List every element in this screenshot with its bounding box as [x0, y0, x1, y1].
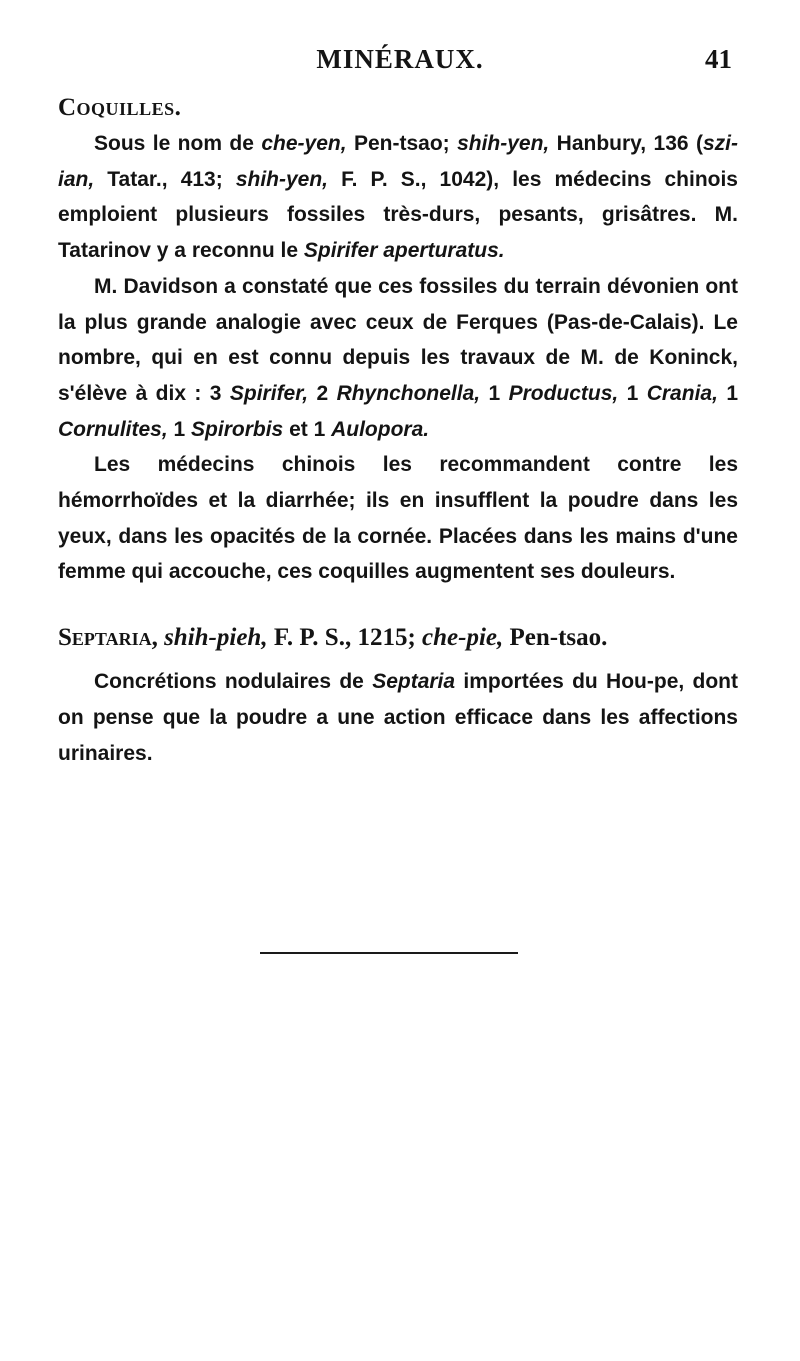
italic-term: Septaria: [372, 670, 456, 694]
italic-term: shih-pieh,: [164, 624, 268, 652]
paragraph-septaria-1: [58, 664, 738, 771]
italic-term: szi-ian,: [58, 132, 738, 191]
text-run: Tatar., 413;: [94, 167, 236, 191]
text-run: 1: [480, 381, 509, 405]
text-run: 2: [308, 381, 337, 405]
italic-term: Productus,: [508, 381, 619, 405]
text-run: et 1: [283, 417, 332, 441]
text-run: importées du Hou-pe, dont on pense que la poudre a une action efficace dans les affections urinaires.: [58, 670, 738, 765]
running-head: MINÉRAUX.: [316, 44, 484, 74]
italic-term: Spirorbis: [191, 417, 284, 441]
paragraph-coquilles-1: [58, 126, 738, 269]
italic-term: Crania,: [646, 381, 718, 405]
italic-term: Aulopora.: [331, 417, 430, 441]
text-run: 1: [717, 381, 738, 405]
italic-term: che-yen,: [261, 132, 347, 155]
text-run: M. Davidson a constaté que ces fossiles du terrain dévonien ont la plus grande analogie avec ceux de Ferques (Pas-de-Calais). Le nombre, qui en est connu depuis les travaux de M. de Koninck, s'élève à dix : 3: [58, 274, 738, 405]
page-header: [60, 44, 740, 84]
text-run: 1: [618, 381, 647, 405]
italic-term: Spirifer,: [229, 381, 309, 405]
text-run: Sous le nom de: [94, 132, 262, 155]
paragraph-coquilles-3: Les médecins chinois les recommandent contre les hémorrhoïdes et la diarrhée; ils en insufflent la poudre dans les yeux, dans les opacités de la cornée. Placées dans les mains d'une femme qui accouche, ces coquilles augmentent ses douleurs.: [58, 453, 738, 584]
text-run: Pen-tsao;: [346, 132, 458, 155]
italic-term: che-pie,: [422, 624, 504, 652]
paragraph-coquilles-2: [58, 269, 738, 448]
text-run: F. P. S., 1042), les médecins chinois emploient plusieurs fossiles très-durs, pesants, grisâtres. M. Tatarinov y a reconnu le: [58, 167, 738, 263]
body-text: [58, 90, 738, 771]
text-run: 1: [167, 417, 192, 441]
text-run: F. P. S., 1215;: [267, 624, 423, 652]
italic-term: shih-yen,: [457, 132, 550, 155]
italic-term: Cornulites,: [58, 417, 168, 441]
text-run: Concrétions nodulaires de: [94, 670, 373, 694]
text-run: Hanbury, 136 (: [549, 132, 703, 155]
page-number: 41: [705, 44, 732, 74]
text-run: ,: [151, 624, 165, 652]
section-title-septaria: [58, 620, 738, 656]
text-run: Pen-tsao.: [503, 624, 608, 652]
italic-term: shih-yen,: [235, 167, 329, 191]
section-title-coquilles: Coquilles.: [58, 94, 182, 121]
section-divider-rule: [260, 952, 518, 954]
italic-term: Spirifer aperturatus.: [303, 239, 505, 263]
italic-term: Rhynchonella,: [336, 381, 481, 405]
small-caps-term: Septaria: [58, 624, 152, 652]
